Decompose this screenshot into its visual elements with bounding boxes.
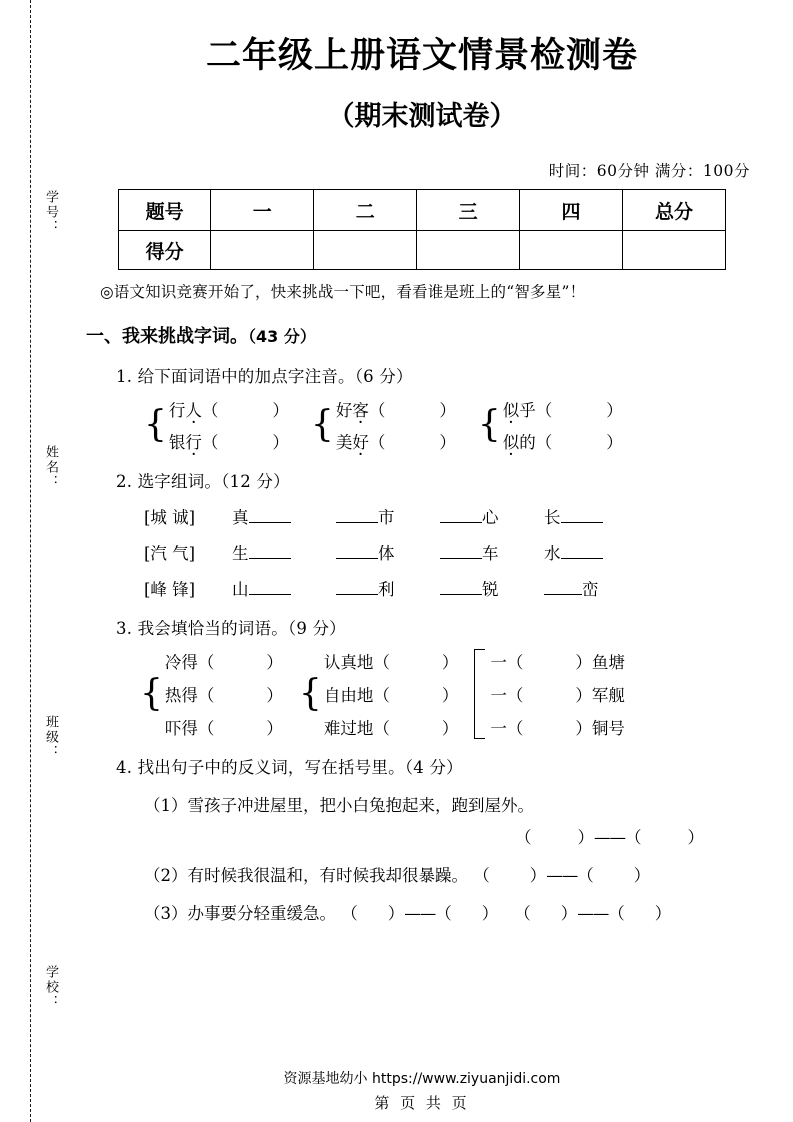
score-table-col-4: 四 xyxy=(520,190,623,231)
q3-item-1[interactable]: 冷得（ ） xyxy=(164,653,283,672)
question-4-title: 4. 找出句子中的反义词，写在括号里。（4 分） xyxy=(116,758,463,777)
footer-page-number: 第 页 共 页 xyxy=(374,1094,470,1112)
side-label-class: 班级： xyxy=(43,715,58,760)
q1-item-3[interactable]: 好客（ ） xyxy=(335,401,456,420)
brace-icon: { xyxy=(298,673,322,714)
score-table xyxy=(118,189,726,270)
score-table-col-total: 总分 xyxy=(623,190,726,231)
q2-row-1-item-2[interactable]: 市 xyxy=(336,504,440,528)
brace-icon: { xyxy=(144,404,167,445)
score-table-col-1: 一 xyxy=(211,190,314,231)
intro-text: ◎语文知识竞赛开始了，快来挑战一下吧，看看谁是班上的“智多星”！ xyxy=(100,283,586,301)
q2-row-2-pair: [汽 气] xyxy=(144,544,196,563)
q2-row-1-item-4[interactable]: 长 xyxy=(544,504,648,528)
question-3-title: 3. 我会填恰当的词语。（9 分） xyxy=(116,619,346,638)
q1-item-2[interactable]: 银行（ ） xyxy=(168,433,289,452)
q4-answer-1[interactable]: （ ）——（ ） xyxy=(515,828,704,847)
brace-icon: { xyxy=(140,673,163,714)
score-table-col-2: 二 xyxy=(314,190,417,231)
q4-item-1: （1）雪孩子冲进屋里，把小白兔抱起来，跑到屋外。 xyxy=(144,796,534,815)
q3-item-3[interactable]: 吓得（ ） xyxy=(164,719,283,738)
question-4 xyxy=(72,754,772,778)
section-heading xyxy=(72,322,772,348)
table-row-header xyxy=(119,190,726,231)
exam-meta: 时间：60分钟 满分：100分 xyxy=(548,162,750,180)
q4-item-2-text: （2）有时候我很温和，有时候我却很暴躁。 xyxy=(144,866,468,885)
q2-row-3-item-1[interactable]: 山 xyxy=(232,576,336,600)
q1-item-4[interactable]: 美好（ ） xyxy=(335,433,456,452)
section-label: 一、我来挑战字词。 xyxy=(86,326,248,347)
q3-item-9[interactable]: 一（ ）铜号 xyxy=(490,719,625,738)
q2-row-2-item-2[interactable]: 体 xyxy=(336,540,440,564)
table-row-score xyxy=(119,231,726,270)
score-table-label-score: 得分 xyxy=(119,231,211,270)
q1-group-2 xyxy=(311,397,456,453)
q1-item-1[interactable]: 行人（ ） xyxy=(168,401,289,420)
question-2 xyxy=(72,468,772,492)
question-2-title: 2. 选字组词。（12 分） xyxy=(116,472,290,491)
score-cell-1[interactable] xyxy=(211,231,314,270)
brace-icon: { xyxy=(477,404,501,445)
q2-row-1-item-1[interactable]: 真 xyxy=(232,504,336,528)
question-3-answers xyxy=(72,649,772,739)
q3-group-3 xyxy=(474,649,625,739)
q3-item-6[interactable]: 难过地（ ） xyxy=(323,719,459,738)
q3-group-1 xyxy=(140,649,283,739)
q3-item-8[interactable]: 一（ ）军舰 xyxy=(490,686,625,705)
q2-row-3-item-2[interactable]: 利 xyxy=(336,576,440,600)
q2-row-3-item-3[interactable]: 锐 xyxy=(440,576,544,600)
q1-group-1 xyxy=(144,397,289,453)
brace-icon: { xyxy=(310,404,334,445)
exam-page xyxy=(72,0,772,1122)
q2-row-2-item-3[interactable]: 车 xyxy=(440,540,544,564)
q2-row-2-item-1[interactable]: 生 xyxy=(232,540,336,564)
section-points: （43 分） xyxy=(248,327,316,346)
q1-group-3 xyxy=(478,397,623,453)
q2-row-3 xyxy=(72,576,772,600)
q2-row-1-pair: [城 诚] xyxy=(144,508,196,527)
q4-item-3-text: （3）办事要分轻重缓急。 xyxy=(144,904,336,923)
q3-group-2 xyxy=(299,649,458,739)
side-label-group xyxy=(34,0,60,1122)
q3-item-7[interactable]: 一（ ）鱼塘 xyxy=(490,653,625,672)
q4-answer-2[interactable]: （ ）——（ ） xyxy=(473,866,651,885)
binding-dashed-line xyxy=(30,0,31,1122)
q2-row-2 xyxy=(72,540,772,564)
question-1-answers xyxy=(72,397,772,453)
side-label-name: 姓名： xyxy=(43,445,58,490)
question-3 xyxy=(72,615,772,639)
footer-source: 资源基地幼小 https://www.ziyuanjidi.com xyxy=(283,1071,561,1087)
question-1-title: 1. 给下面词语中的加点字注音。（6 分） xyxy=(116,367,413,386)
side-label-student-id: 学号： xyxy=(43,190,58,235)
q3-item-5[interactable]: 自由地（ ） xyxy=(323,686,459,705)
q2-row-3-pair: [峰 锋] xyxy=(144,580,196,599)
score-table-label-number: 题号 xyxy=(119,190,211,231)
q1-item-6[interactable]: 似的（ ） xyxy=(502,433,623,452)
q2-row-3-item-4[interactable]: 峦 xyxy=(544,576,648,600)
q2-row-1-item-3[interactable]: 心 xyxy=(440,504,544,528)
bracket-icon xyxy=(474,649,485,739)
q2-row-1 xyxy=(72,504,772,528)
question-1 xyxy=(72,363,772,387)
page-subtitle: （期末测试卷） xyxy=(327,101,517,132)
score-cell-4[interactable] xyxy=(520,231,623,270)
score-table-col-3: 三 xyxy=(417,190,520,231)
q4-item-2 xyxy=(72,862,772,886)
q4-answer-3[interactable]: （ ）——（ ） （ ）——（ ） xyxy=(341,904,672,923)
page-title: 二年级上册语文情景检测卷 xyxy=(205,36,638,76)
q4-item-3 xyxy=(72,900,772,924)
score-cell-total[interactable] xyxy=(623,231,726,270)
q1-item-5[interactable]: 似乎（ ） xyxy=(502,401,623,420)
q2-row-2-item-4[interactable]: 水 xyxy=(544,540,648,564)
side-label-school: 学校： xyxy=(43,965,58,1010)
score-cell-3[interactable] xyxy=(417,231,520,270)
score-cell-2[interactable] xyxy=(314,231,417,270)
q3-item-4[interactable]: 认真地（ ） xyxy=(323,653,459,672)
q3-item-2[interactable]: 热得（ ） xyxy=(164,686,283,705)
